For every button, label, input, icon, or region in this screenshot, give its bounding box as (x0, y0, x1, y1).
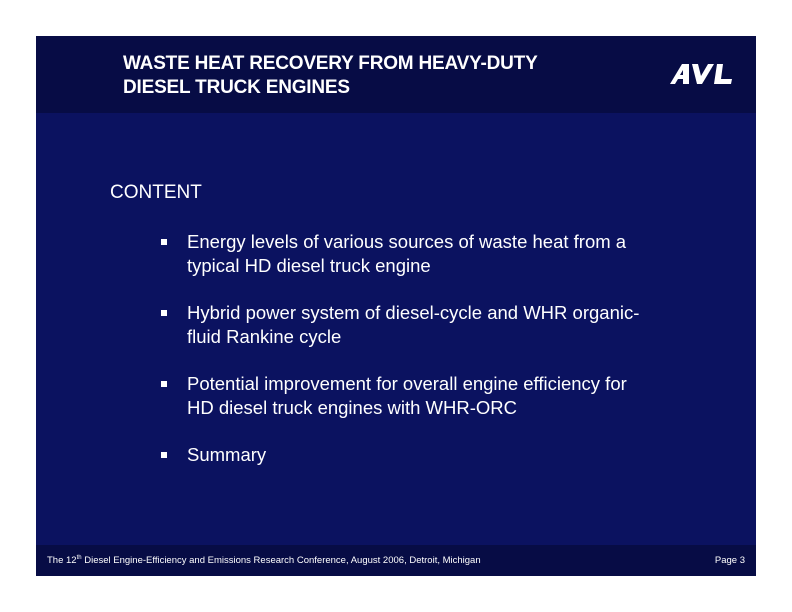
square-bullet-icon (161, 310, 167, 316)
list-item (158, 443, 698, 467)
list-item (158, 230, 698, 278)
bullet-text-line-1: Summary (187, 444, 267, 465)
square-bullet-icon (161, 239, 167, 245)
bullet-text-line-2: fluid Rankine cycle (187, 326, 342, 347)
slide-title-line-1: WASTE HEAT RECOVERY FROM HEAVY-DUTY (123, 53, 538, 74)
header-band (36, 36, 756, 113)
conference-name: Diesel Engine-Efficiency and Emissions Research Conference, August 2006, Detroit, Michigan (81, 555, 481, 566)
page-number: Page 3 (714, 555, 745, 566)
bullet-list (158, 230, 698, 490)
bullet-text-line-1: Hybrid power system of diesel-cycle and WHR organic- (187, 302, 640, 323)
conference-info (47, 555, 481, 566)
list-item (158, 301, 698, 349)
ordinal-suffix: th (76, 555, 82, 561)
bullet-text-line-2: typical HD diesel truck engine (187, 255, 431, 276)
list-item (158, 372, 698, 420)
avl-logo-icon (666, 60, 736, 88)
slide (36, 36, 756, 576)
bullet-text-line-2: HD diesel truck engines with WHR-ORC (187, 397, 518, 418)
square-bullet-icon (161, 452, 167, 458)
slide-title (123, 52, 538, 100)
content-heading: CONTENT (110, 182, 202, 203)
footer-band (36, 545, 756, 576)
square-bullet-icon (161, 381, 167, 387)
slide-title-line-2: DIESEL TRUCK ENGINES (123, 77, 350, 98)
bullet-text-line-1: Potential improvement for overall engine efficiency for (187, 373, 627, 394)
bullet-text-line-1: Energy levels of various sources of waste heat from a (187, 231, 627, 252)
conference-prefix: The 12 (47, 555, 77, 566)
